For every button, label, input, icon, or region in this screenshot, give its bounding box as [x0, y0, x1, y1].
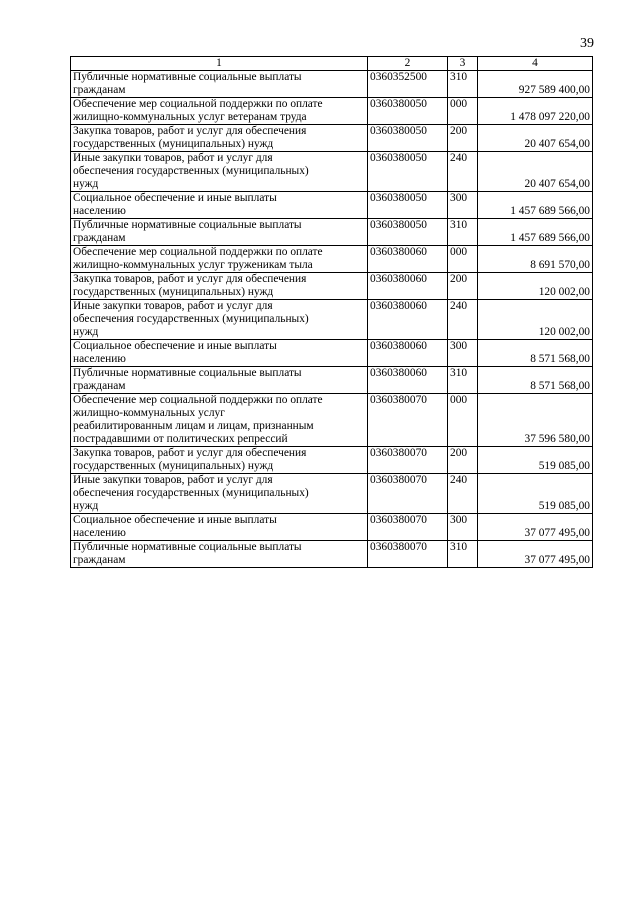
expense-type-cell: 310 [448, 541, 478, 568]
table-row [71, 98, 593, 125]
expense-type-cell: 240 [448, 152, 478, 192]
amount-cell: 1 478 097 220,00 [478, 98, 593, 125]
expense-type-cell: 310 [448, 219, 478, 246]
expense-type-cell: 200 [448, 447, 478, 474]
expense-name-cell: Социальное обеспечение и иные выплаты населению [71, 340, 368, 367]
expense-type-cell: 310 [448, 71, 478, 98]
column-header-3: 3 [448, 57, 478, 71]
amount-cell: 37 077 495,00 [478, 514, 593, 541]
expense-name-cell: Иные закупки товаров, работ и услуг для обеспечения государственных (муниципальных) нужд [71, 474, 368, 514]
expense-type-cell: 310 [448, 367, 478, 394]
target-code-cell: 0360352500 [368, 71, 448, 98]
column-header-4: 4 [478, 57, 593, 71]
target-code-cell: 0360380060 [368, 273, 448, 300]
expense-name-cell: Социальное обеспечение и иные выплаты населению [71, 514, 368, 541]
target-code-cell: 0360380070 [368, 541, 448, 568]
table-row [71, 394, 593, 447]
table-row [71, 192, 593, 219]
expense-name-cell: Публичные нормативные социальные выплаты гражданам [71, 219, 368, 246]
expense-type-cell: 000 [448, 246, 478, 273]
target-code-cell: 0360380060 [368, 340, 448, 367]
expense-name-cell: Социальное обеспечение и иные выплаты населению [71, 192, 368, 219]
table-row [71, 71, 593, 98]
expense-name-cell: Иные закупки товаров, работ и услуг для обеспечения государственных (муниципальных) нужд [71, 152, 368, 192]
target-code-cell: 0360380070 [368, 514, 448, 541]
amount-cell: 20 407 654,00 [478, 152, 593, 192]
amount-cell: 927 589 400,00 [478, 71, 593, 98]
expense-type-cell: 300 [448, 192, 478, 219]
page-number: 39 [580, 36, 594, 51]
table-row [71, 474, 593, 514]
amount-cell: 519 085,00 [478, 474, 593, 514]
expense-name-cell: Публичные нормативные социальные выплаты гражданам [71, 367, 368, 394]
column-header-1: 1 [71, 57, 368, 71]
amount-cell: 37 077 495,00 [478, 541, 593, 568]
table-row [71, 340, 593, 367]
expense-name-cell: Закупка товаров, работ и услуг для обеспечения государственных (муниципальных) нужд [71, 125, 368, 152]
expense-type-cell: 000 [448, 394, 478, 447]
expense-type-cell: 240 [448, 474, 478, 514]
expense-name-cell: Обеспечение мер социальной поддержки по оплате жилищно-коммунальных услуг труженикам тыла [71, 246, 368, 273]
amount-cell: 120 002,00 [478, 273, 593, 300]
amount-cell: 1 457 689 566,00 [478, 192, 593, 219]
target-code-cell: 0360380060 [368, 367, 448, 394]
table-row [71, 447, 593, 474]
target-code-cell: 0360380060 [368, 300, 448, 340]
budget-table [70, 56, 593, 568]
amount-cell: 120 002,00 [478, 300, 593, 340]
amount-cell: 519 085,00 [478, 447, 593, 474]
amount-cell: 1 457 689 566,00 [478, 219, 593, 246]
expense-type-cell: 200 [448, 273, 478, 300]
target-code-cell: 0360380060 [368, 246, 448, 273]
expense-name-cell: Обеспечение мер социальной поддержки по оплате жилищно-коммунальных услуг ветеранам труда [71, 98, 368, 125]
expense-type-cell: 000 [448, 98, 478, 125]
column-header-2: 2 [368, 57, 448, 71]
expense-name-cell: Закупка товаров, работ и услуг для обеспечения государственных (муниципальных) нужд [71, 273, 368, 300]
table-row [71, 219, 593, 246]
expense-name-cell: Обеспечение мер социальной поддержки по оплате жилищно-коммунальных услуг реабилитированным лицам и лицам, признанным пострадавшими от политических репрессий [71, 394, 368, 447]
amount-cell: 37 596 580,00 [478, 394, 593, 447]
target-code-cell: 0360380050 [368, 219, 448, 246]
table-row [71, 273, 593, 300]
target-code-cell: 0360380070 [368, 394, 448, 447]
table-row [71, 514, 593, 541]
amount-cell: 20 407 654,00 [478, 125, 593, 152]
expense-type-cell: 300 [448, 340, 478, 367]
target-code-cell: 0360380050 [368, 125, 448, 152]
expense-type-cell: 200 [448, 125, 478, 152]
table-row [71, 246, 593, 273]
expense-name-cell: Иные закупки товаров, работ и услуг для обеспечения государственных (муниципальных) нужд [71, 300, 368, 340]
table-row [71, 152, 593, 192]
table-row [71, 125, 593, 152]
target-code-cell: 0360380070 [368, 474, 448, 514]
target-code-cell: 0360380050 [368, 98, 448, 125]
expense-name-cell: Публичные нормативные социальные выплаты гражданам [71, 71, 368, 98]
amount-cell: 8 691 570,00 [478, 246, 593, 273]
amount-cell: 8 571 568,00 [478, 340, 593, 367]
table-row [71, 541, 593, 568]
target-code-cell: 0360380050 [368, 152, 448, 192]
target-code-cell: 0360380070 [368, 447, 448, 474]
expense-name-cell: Закупка товаров, работ и услуг для обеспечения государственных (муниципальных) нужд [71, 447, 368, 474]
expense-name-cell: Публичные нормативные социальные выплаты гражданам [71, 541, 368, 568]
expense-type-cell: 300 [448, 514, 478, 541]
amount-cell: 8 571 568,00 [478, 367, 593, 394]
table-header-row [71, 57, 593, 71]
table-row [71, 300, 593, 340]
table-row [71, 367, 593, 394]
expense-type-cell: 240 [448, 300, 478, 340]
target-code-cell: 0360380050 [368, 192, 448, 219]
